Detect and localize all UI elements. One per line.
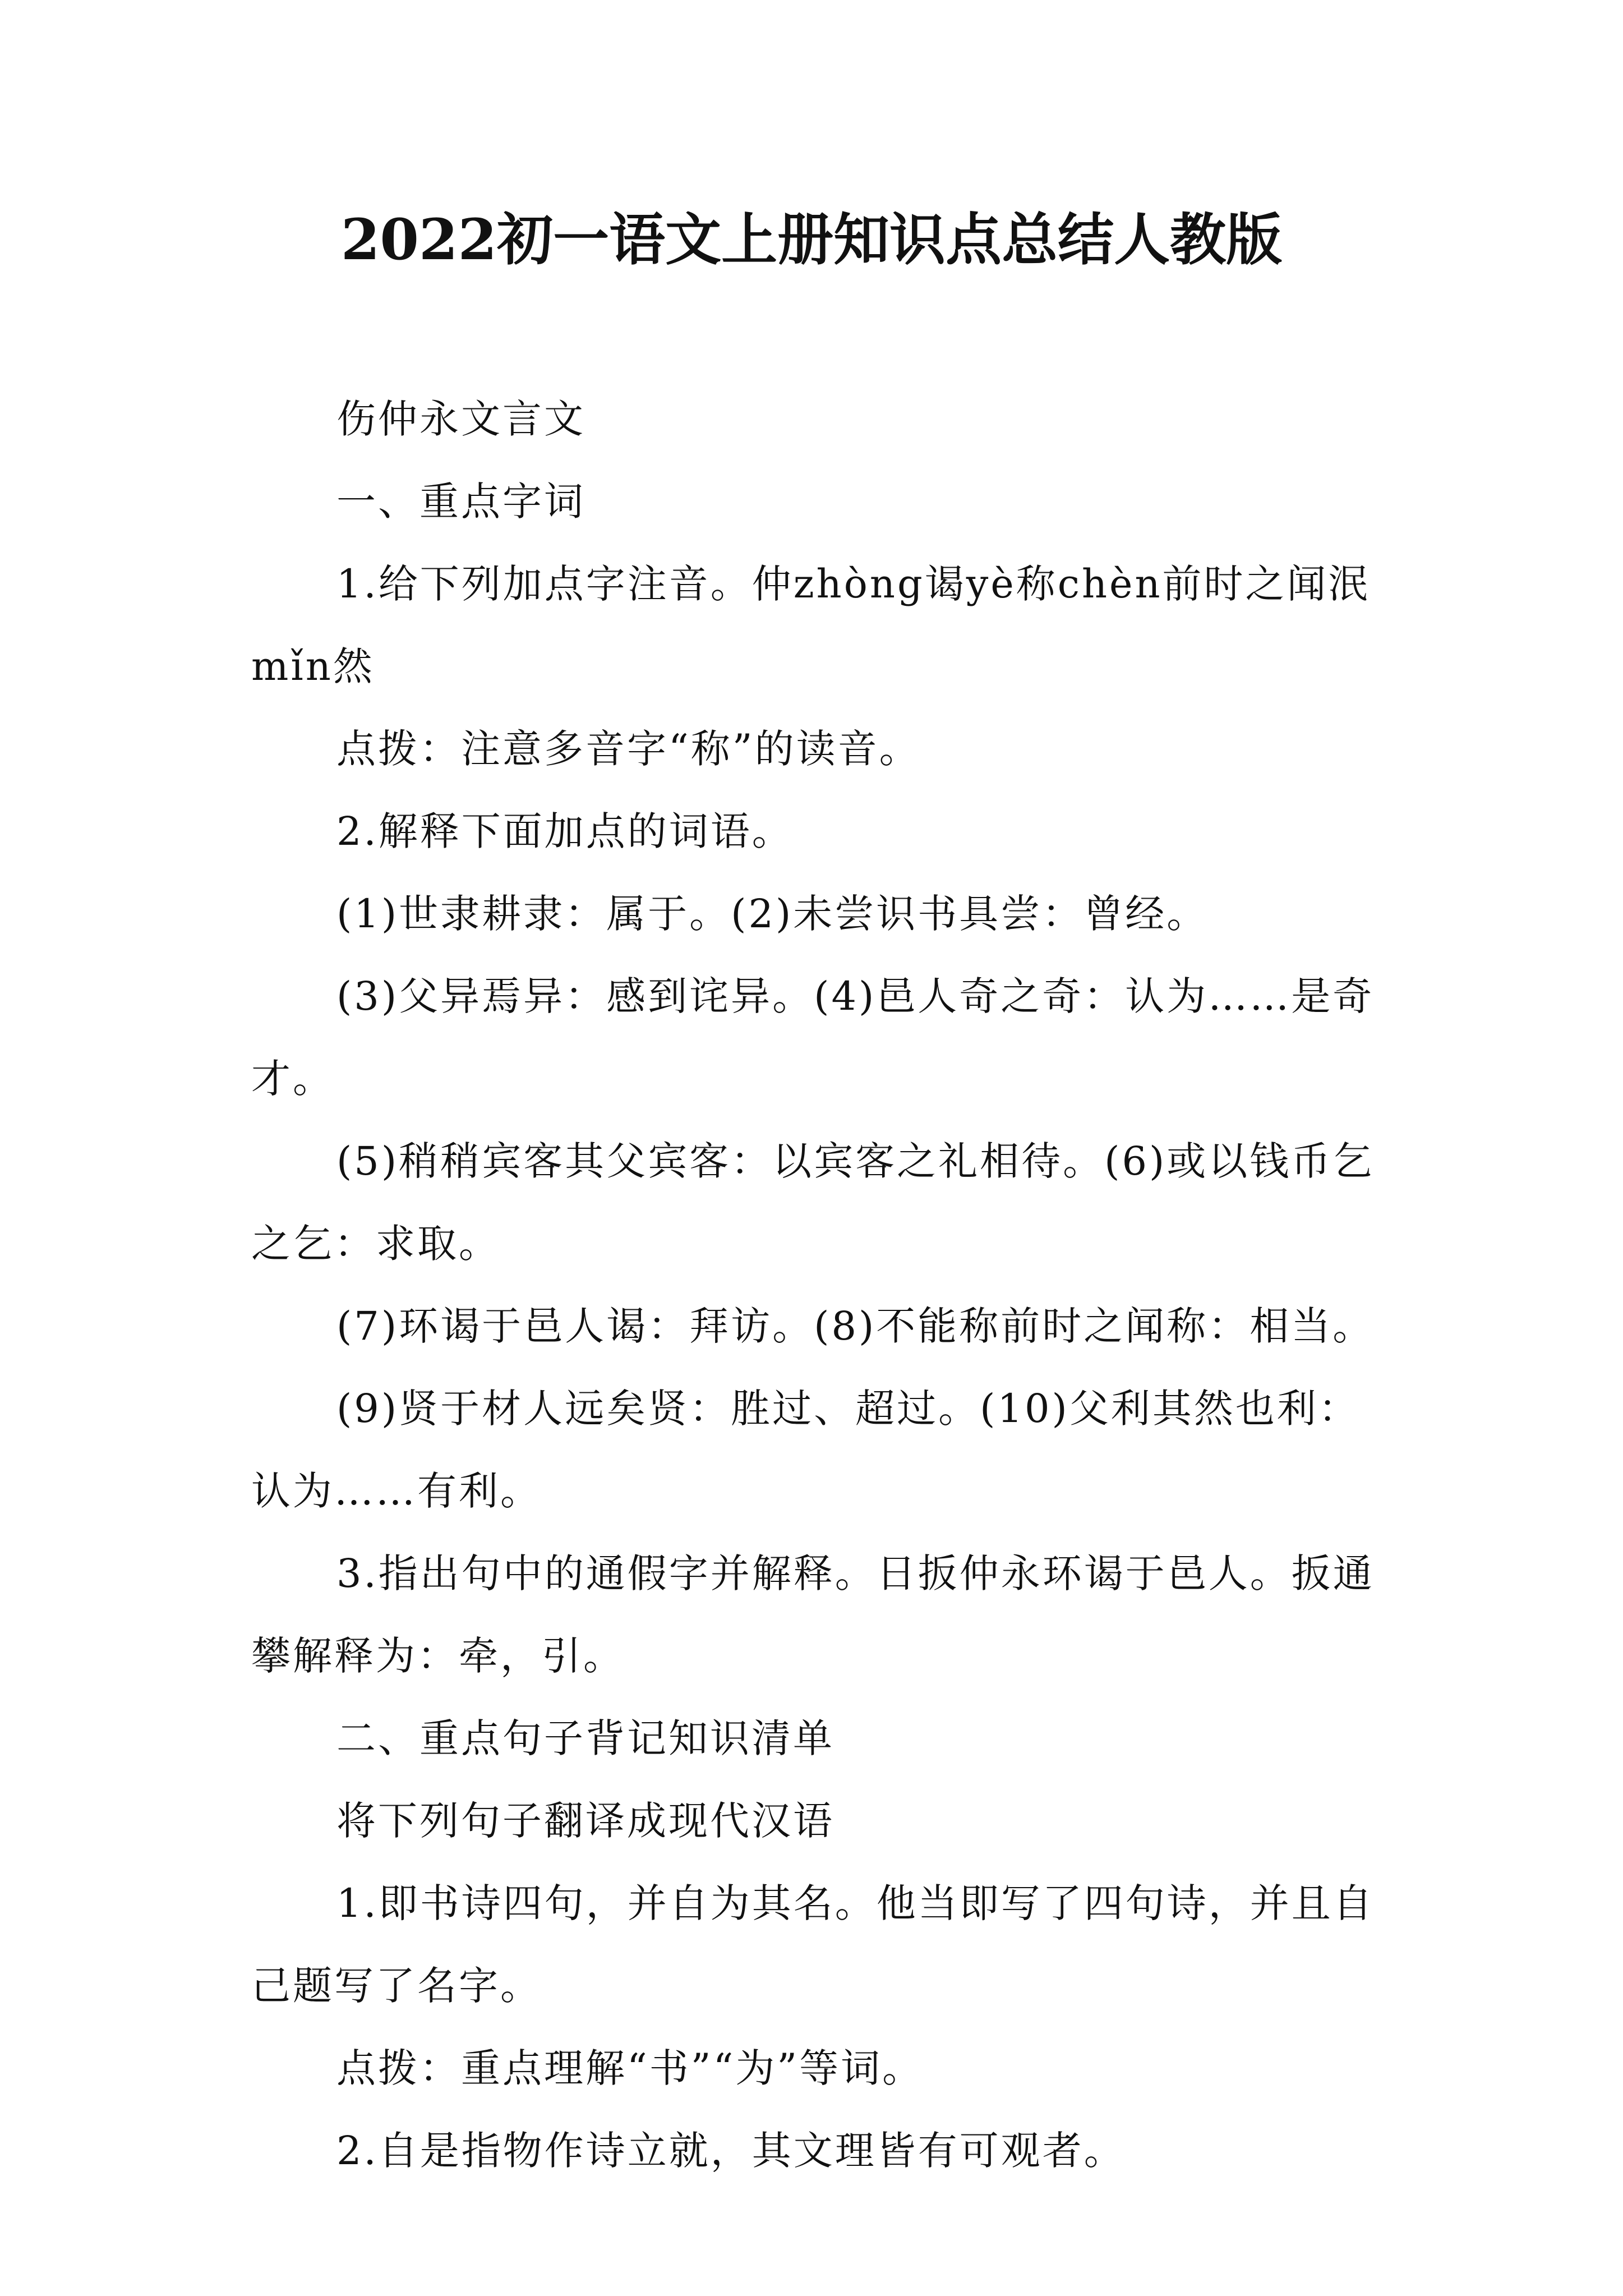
document-body bbox=[251, 378, 1398, 2192]
paragraph-hint-1: 点拨：注意多音字“称”的读音。 bbox=[336, 726, 921, 772]
section-heading-key-words: 一、重点字词 bbox=[336, 478, 585, 524]
paragraph-q2-items-3: (5)稍稍宾客其父宾客：以宾客之礼相待。(6)或以钱币乞之乞：求取。 bbox=[251, 1138, 1375, 1267]
paragraph-q3: 3.指出句中的通假字并解释。日扳仲永环谒于邑人。扳通攀解释为：牵，引。 bbox=[251, 1550, 1375, 1679]
section-heading-text: 伤仲永文言文 bbox=[336, 396, 585, 442]
paragraph-sentence-2: 2.自是指物作诗立就，其文理皆有可观者。 bbox=[336, 2128, 1126, 2174]
paragraph-q2-items-2: (3)父异焉异：感到诧异。(4)邑人奇之奇：认为……是奇才。 bbox=[251, 973, 1375, 1102]
paragraph-q2-items-1: (1)世隶耕隶：属于。(2)未尝识书具尝：曾经。 bbox=[336, 891, 1209, 937]
paragraph-instruction: 将下列句子翻译成现代汉语 bbox=[336, 1798, 834, 1844]
paragraph-q2: 2.解释下面加点的词语。 bbox=[336, 808, 794, 854]
paragraph-q2-items-5: (9)贤于材人远矣贤：胜过、超过。(10)父利其然也利：认为……有利。 bbox=[251, 1386, 1360, 1514]
paragraph-q2-items-4: (7)环谒于邑人谒：拜访。(8)不能称前时之闻称：相当。 bbox=[336, 1303, 1375, 1349]
paragraph-q1: 1.给下列加点字注音。仲zhòng谒yè称chèn前时之闻泯mǐn然 bbox=[251, 561, 1370, 689]
paragraph-hint-2: 点拨：重点理解“书”“为”等词。 bbox=[336, 2045, 924, 2091]
section-heading-key-sentences: 二、重点句子背记知识清单 bbox=[336, 1715, 834, 1761]
document-title: 2022初一语文上册知识点总结人教版 bbox=[340, 206, 1283, 273]
paragraph-sentence-1: 1.即书诗四句，并自为其名。他当即写了四句诗，并且自己题写了名字。 bbox=[251, 1880, 1375, 2009]
